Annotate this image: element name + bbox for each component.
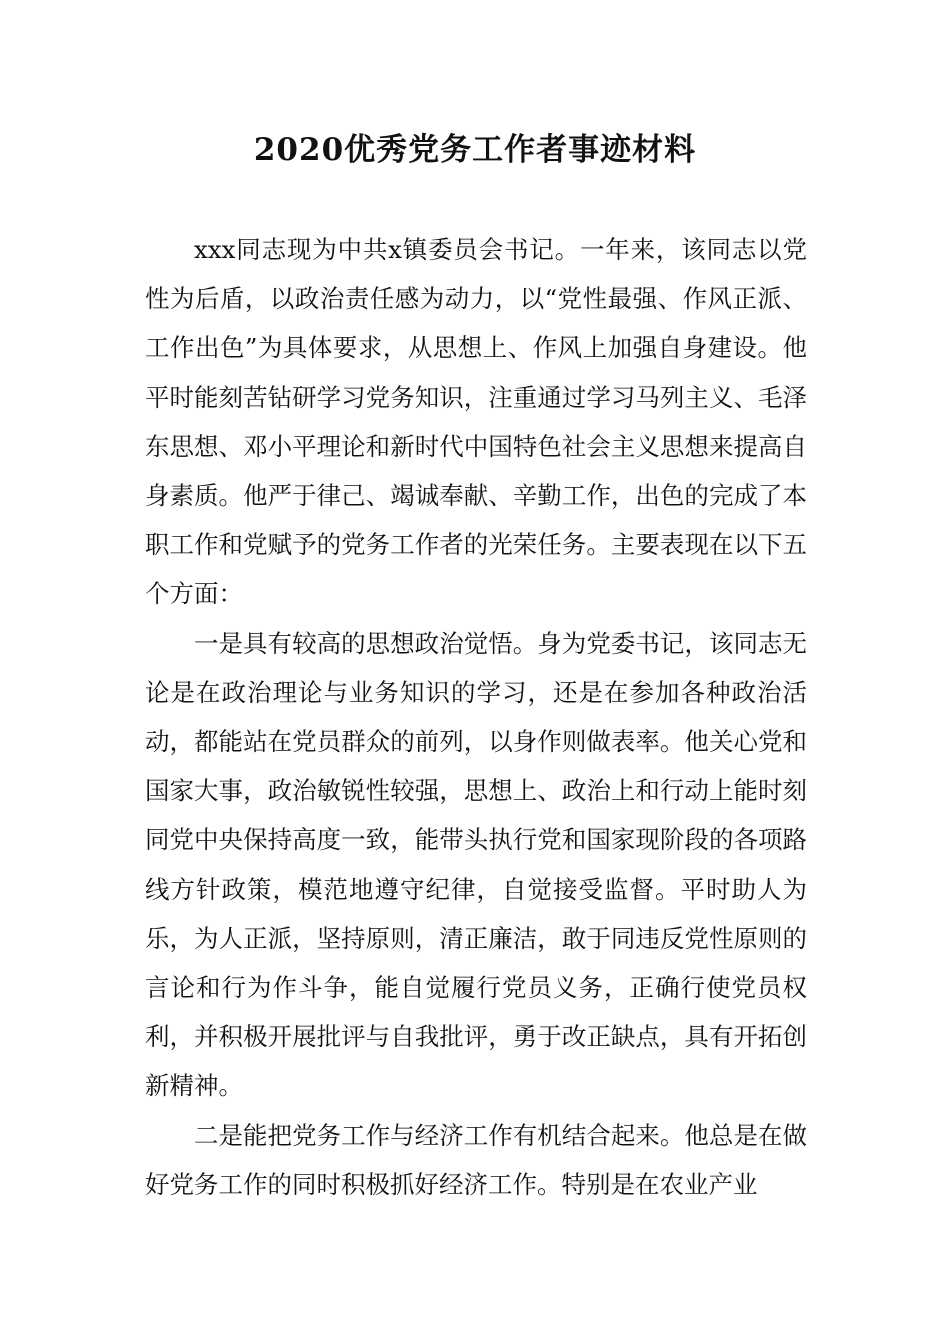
paragraph-point-one: 一是具有较高的思想政治觉悟。身为党委书记，该同志无论是在政治理论与业务知识的学习，还是在参加各种政治活动，都能站在党员群众的前列，以身作则做表率。他关心党和国家大事，政治敏锐性较强，思想上、政治上和行动上能时刻同党中央保持高度一致，能带头执行党和国家现阶段的各项路线方针政策，模范地遵守纪律，自觉接受监督。平时助人为乐，为人正派，坚持原则，清正廉洁，敢于同违反党性原则的言论和行为作斗争，能自觉履行党员义务，正确行使党员权利，并积极开展批评与自我批评，勇于改正缺点，具有开拓创新精神。 xyxy=(145,628,807,1101)
document-title: 2020优秀党务工作者事迹材料 xyxy=(253,132,697,168)
document-body xyxy=(145,225,807,1209)
paragraph-intro: xxx同志现为中共x镇委员会书记。一年来，该同志以党性为后盾，以政治责任感为动力，以“党性最强、作风正派、工作出色”为具体要求，从思想上、作风上加强自身建设。他平时能刻苦钻研学习党务知识，注重通过学习马列主义、毛泽东思想、邓小平理论和新时代中国特色社会主义思想来提高自身素质。他严于律己、竭诚奉献、辛勤工作，出色的完成了本职工作和党赋予的党务工作者的光荣任务。主要表现在以下五个方面： xyxy=(145,235,807,609)
paragraph-point-two: 二是能把党务工作与经济工作有机结合起来。他总是在做好党务工作的同时积极抓好经济工作。特别是在农业产业 xyxy=(145,1120,807,1199)
